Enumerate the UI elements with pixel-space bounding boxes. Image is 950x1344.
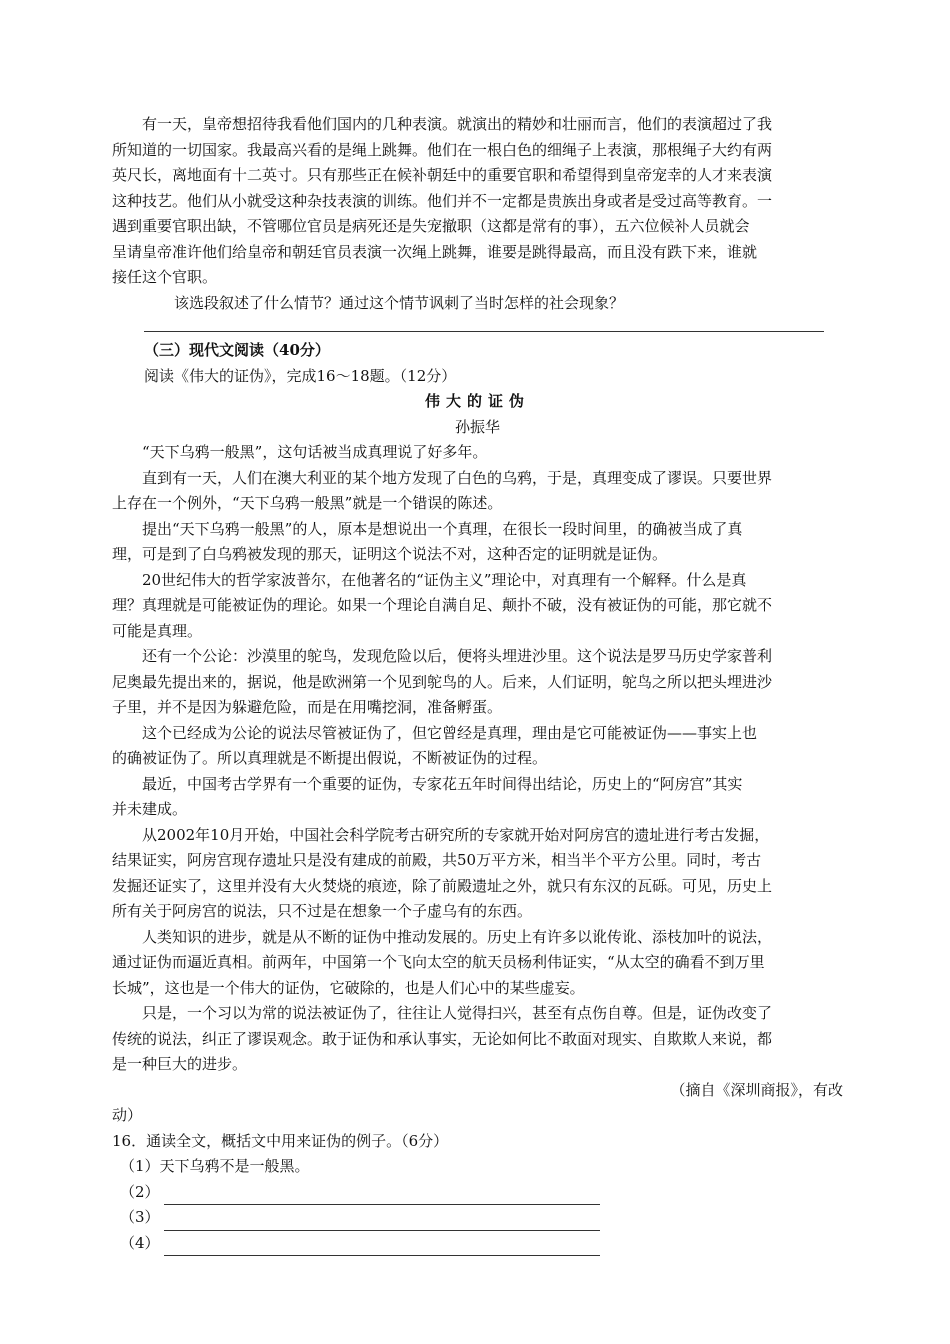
passage-line: 英尺长，离地面有十二英寸。只有那些正在候补朝廷中的重要官职和希望得到皇帝宠幸的人才来表演: [112, 166, 773, 184]
article-line: 提出“天下乌鸦一般黑”的人，原本是想说出一个真理，在很长一段时间里，的确被当成了真: [142, 519, 743, 538]
article-line: 子里，并不是因为躲避危险，而是在用嘴挖洞，准备孵蛋。: [112, 698, 503, 716]
answer-line: [112, 1180, 843, 1206]
source-note: （摘自《深圳商报》，有改: [670, 1080, 843, 1099]
article-line: 发掘还证实了，这里并没有大火焚烧的痕迹，除了前殿遗址之外，就只有东汉的瓦砾。可见，历史上: [112, 876, 773, 895]
article-line: 所有关于阿房宫的说法，只不过是在想象一个子虚乌有的东西。: [112, 902, 533, 920]
article-line: 长城”，这也是一个伟大的证伪，它破除的，也是人们心中的某些虚妄。: [112, 978, 585, 997]
answer-label: （2）: [120, 1182, 160, 1201]
article-line: 的确被证伪了。所以真理就是不断提出假说，不断被证伪的过程。: [112, 749, 548, 767]
article-line: 还有一个公论：沙漠里的鸵鸟，发现危险以后，便将头埋进沙里。这个说法是罗马历史学家普利: [142, 647, 773, 665]
article-line: 从2002年10月开始，中国社会科学院考古研究所的专家就开始对阿房宫的遗址进行考古发掘，: [142, 825, 770, 844]
answer-blank[interactable]: [164, 1237, 600, 1256]
article-line: 最近，中国考古学界有一个重要的证伪，专家花五年时间得出结论，历史上的“阿房宫”其实: [142, 774, 743, 793]
article-line: 可能是真理。: [112, 621, 203, 640]
article-line: 是一种巨大的进步。: [112, 1055, 248, 1073]
answer-label: （4）: [120, 1233, 160, 1252]
article-line: 通过证伪而逼近真相。前两年，中国第一个飞向太空的航天员杨利伟证实，“从太空的确看不到万里: [112, 953, 765, 971]
answer-line: [112, 1231, 843, 1257]
article-paragraph: [112, 517, 843, 568]
instruction: 阅读《伟大的证伪》，完成16～18题。（12分）: [144, 366, 457, 385]
article-paragraph: [112, 466, 843, 517]
article-author: 孙振华: [454, 417, 500, 436]
section-divider: [144, 331, 824, 332]
article-line: 并未建成。: [112, 800, 188, 818]
passage-line: 遇到重要官职出缺，不管哪位官员是病死还是失宠撤职（这都是常有的事），五六位候补人员就会: [112, 217, 750, 235]
article-paragraph: [112, 823, 843, 925]
article-line: 只是，一个习以为常的说法被证伪了，往往让人觉得扫兴，甚至有点伤自尊。但是，证伪改变了: [142, 1004, 773, 1022]
article-line: 20世纪伟大的哲学家波普尔，在他著名的“证伪主义”理论中，对真理有一个解释。什么是真: [142, 570, 747, 589]
article-line: 人类知识的进步，就是从不断的证伪中推动发展的。历史上有许多以讹传讹、添枝加叶的说法，: [142, 927, 773, 946]
source-note-cont: 动）: [112, 1106, 143, 1124]
previous-question: 该选段叙述了什么情节？通过这个情节讽刺了当时怎样的社会现象？: [174, 293, 625, 312]
answer-line: [112, 1205, 843, 1231]
article-line: 这个已经成为公论的说法尽管被证伪了，但它曾经是真理，理由是它可能被证伪——事实上也: [142, 723, 758, 742]
article-line: “天下乌鸦一般黑”，这句话被当成真理说了好多年。: [142, 443, 488, 461]
answer-label: （3）: [120, 1208, 160, 1226]
article-line: 上存在一个例外，“天下乌鸦一般黑”就是一个错误的陈述。: [112, 494, 503, 512]
section-title: （三）现代文阅读（40分）: [144, 341, 330, 359]
exam-page: [112, 112, 843, 1256]
article-line: 尼奥最先提出来的，据说，他是欧洲第一个见到鸵鸟的人。后来，人们证明，鸵鸟之所以把头埋进沙: [112, 672, 773, 691]
passage-line: 这种技艺。他们从小就受这种杂技表演的训练。他们并不一定都是贵族出身或者是受过高等教育。一: [112, 191, 773, 210]
article-line: 结果证实，阿房宫现存遗址只是没有建成的前殿，共50万平方米，相当半个平方公里。同时，考古: [112, 851, 762, 869]
article-paragraph: [112, 568, 843, 645]
article-paragraph: [112, 772, 843, 823]
article-line: 理，可是到了白乌鸦被发现的那天，证明这个说法不对，这种否定的证明就是证伪。: [112, 545, 668, 563]
passage-line: 有一天，皇帝想招待我看他们国内的几种表演。就演出的精妙和壮丽而言，他们的表演超过了我: [142, 115, 773, 133]
article-line: 直到有一天，人们在澳大利亚的某个地方发现了白色的乌鸦，于是，真理变成了谬误。只要世界: [142, 468, 773, 487]
answer-blank[interactable]: [164, 1186, 600, 1205]
article-line: 理？真理就是可能被证伪的理论。如果一个理论自满自足、颠扑不破，没有被证伪的可能，那它就不: [112, 596, 773, 614]
answer-line: [112, 1154, 843, 1180]
passage-line: 所知道的一切国家。我最高兴看的是绳上跳舞。他们在一根白色的细绳子上表演，那根绳子大约有两: [112, 140, 773, 159]
article-title: 伟大的证伪: [424, 392, 530, 410]
article-paragraph: [112, 721, 843, 772]
article-paragraph: [112, 644, 843, 721]
article-paragraph: [112, 440, 843, 466]
passage-line: 呈请皇帝准许他们给皇帝和朝廷官员表演一次绳上跳舞，谁要是跳得最高，而且没有跌下来，谁就: [112, 242, 758, 261]
answer-label: （1）天下乌鸦不是一般黑。: [120, 1157, 310, 1175]
answer-blank[interactable]: [164, 1212, 600, 1231]
article-paragraph: [112, 925, 843, 1002]
passage-excerpt: [112, 112, 843, 291]
article-paragraph: [112, 1001, 843, 1078]
article-body: [112, 440, 843, 1078]
passage-line: 接任这个官职。: [112, 268, 218, 286]
article-line: 传统的说法，纠正了谬误观念。敢于证伪和承认事实，无论如何比不敢面对现实、自欺欺人来说，都: [112, 1029, 773, 1048]
question-16: 16．通读全文，概括文中用来证伪的例子。（6分）: [112, 1131, 449, 1150]
